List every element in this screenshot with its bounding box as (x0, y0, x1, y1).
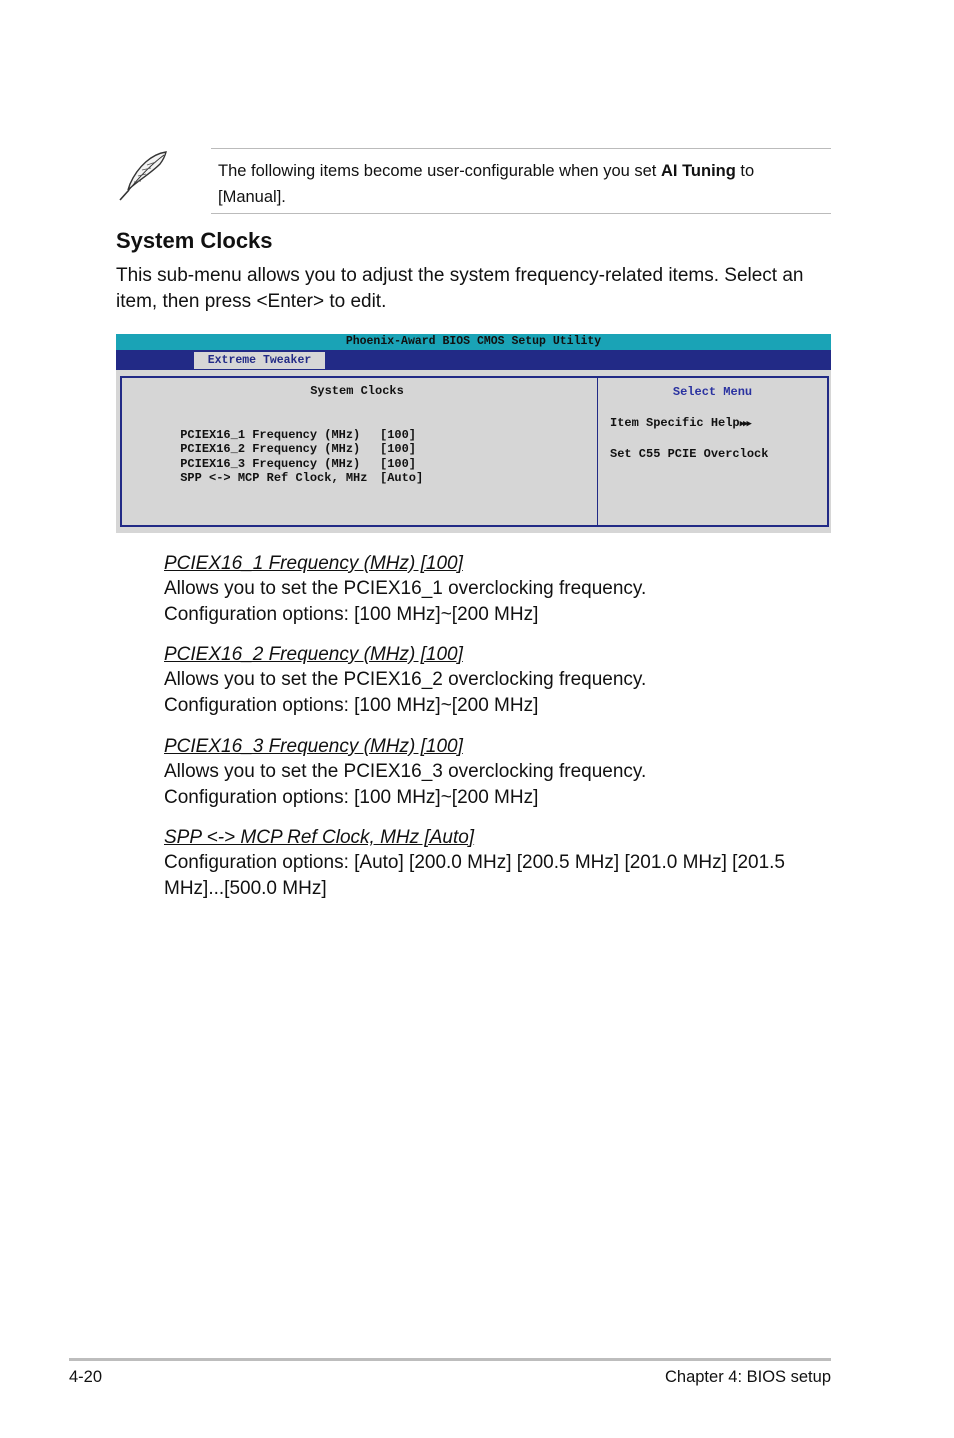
item-options: Configuration options: [Auto] [200.0 MHz] [200.5 MHz] [201.0 MHz] [201.5 MHz]...[500.0 MHz] (164, 852, 785, 899)
section-title: System Clocks (116, 228, 273, 253)
bios-help-panel (597, 376, 829, 527)
help-text: Set C55 PCIE Overclock (610, 447, 769, 461)
feather-quill-icon (116, 146, 172, 202)
item-description: Allows you to set the PCIEX16_2 overclocking frequency. (164, 669, 647, 690)
item-spp-mcp-ref-clock (164, 825, 824, 902)
item-heading: PCIEX16_1 Frequency (MHz) [100] (164, 553, 463, 574)
note-box (211, 148, 831, 214)
item-options: Configuration options: [100 MHz]~[200 MHz] (164, 695, 539, 716)
note-bold-term: AI Tuning (660, 162, 736, 180)
item-heading: PCIEX16_2 Frequency (MHz) [100] (164, 644, 463, 665)
help-item-specific: Item Specific Help▶▶▶ (610, 416, 750, 430)
bios-row-spp-mcp-ref-clock[interactable]: SPP <-> MCP Ref Clock, MHz [Auto] (180, 471, 424, 485)
chapter-label: Chapter 4: BIOS setup (664, 1368, 831, 1386)
note-callout (116, 140, 831, 216)
item-options: Configuration options: [100 MHz]~[200 MHz] (164, 787, 539, 808)
item-options: Configuration options: [100 MHz]~[200 MHz] (164, 604, 539, 625)
item-heading: PCIEX16_3 Frequency (MHz) [100] (164, 736, 463, 757)
bios-panel-title: System Clocks (310, 384, 404, 398)
item-heading: SPP <-> MCP Ref Clock, MHz [Auto] (164, 827, 475, 848)
item-pciex16-1 (164, 551, 824, 628)
bios-menu-bar (116, 350, 831, 370)
item-description: Allows you to set the PCIEX16_3 overclocking frequency. (164, 761, 647, 782)
item-pciex16-2 (164, 642, 824, 719)
bios-row-pciex16-1[interactable]: PCIEX16_1 Frequency (MHz) [100] (180, 428, 417, 442)
bios-screenshot (116, 334, 831, 533)
note-text: The following items become user-configurable when you set AI Tuning to [Manual]. (218, 162, 755, 206)
item-description: Allows you to set the PCIEX16_1 overclocking frequency. (164, 578, 647, 599)
help-title: Select Menu (672, 385, 753, 399)
bios-row-pciex16-2[interactable]: PCIEX16_2 Frequency (MHz) [100] (180, 442, 417, 456)
bios-title-bar: Phoenix-Award BIOS CMOS Setup Utility (116, 334, 831, 350)
page-number: 4-20 (69, 1368, 103, 1386)
bios-tab-extreme-tweaker[interactable]: Extreme Tweaker (194, 352, 325, 369)
section-intro: This sub-menu allows you to adjust the system frequency-related items. Select an item, then press <Enter> to edit. (116, 265, 804, 312)
footer-divider (69, 1358, 831, 1361)
item-pciex16-3 (164, 734, 824, 811)
bios-row-pciex16-3[interactable]: PCIEX16_3 Frequency (MHz) [100] (180, 457, 417, 471)
triple-arrow-icon: ▶▶▶ (739, 419, 750, 429)
bios-settings-panel (120, 376, 598, 527)
